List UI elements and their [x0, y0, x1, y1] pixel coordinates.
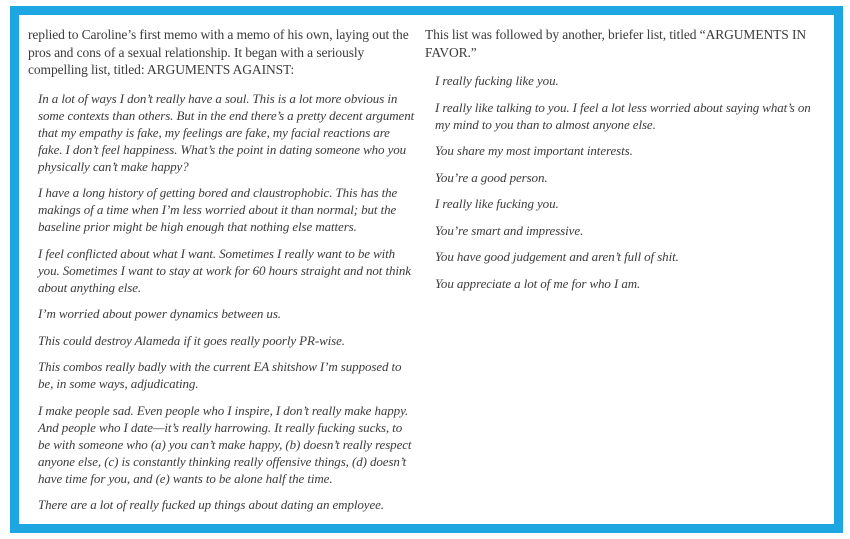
quote-paragraph: In a lot of ways I don’t really have a soul. This is a lot more obvious in some contexts than others. But in the end there’s a pretty decent argument that my empathy is fake, my feelings are fake, my facial reactions are fake. I don’t feel happiness. What’s the point in dating someone who you physically can’t make happy?	[38, 90, 415, 174]
right-column	[425, 26, 820, 516]
left-column	[28, 26, 415, 516]
quote-paragraph: I make people sad. Even people who I inspire, I don’t really make happy. And people who I date—it’s really harrowing. It really fucking sucks, to be with someone who (a) you can’t make happy, (b) doesn’t really respect anyone else, (c) is constantly thinking really offensive things, (d) doesn’t have time for you, and (e) wants to be alone half the time.	[38, 402, 412, 486]
quote-paragraph: I really like fucking you.	[435, 196, 559, 211]
two-column-layout	[28, 26, 820, 516]
quote-paragraph: There are a lot of really fucked up things about dating an employee.	[38, 497, 384, 512]
quote-paragraph: I’m worried about power dynamics between us.	[38, 306, 281, 321]
quote-paragraph: This combos really badly with the current EA shitshow I’m supposed to be, in some ways, adjudicating.	[38, 359, 402, 391]
bordered-frame	[10, 6, 843, 533]
quote-paragraph: You have good judgement and aren’t full of shit.	[435, 249, 679, 264]
left-intro-paragraph: replied to Caroline’s first memo with a memo of his own, laying out the pros and cons of a sexual relationship. It began with a seriously compelling list, titled: ARGUMENTS AGAINST:	[28, 27, 409, 77]
quote-paragraph: You share my most important interests.	[435, 143, 633, 158]
quote-paragraph: You appreciate a lot of me for who I am.	[435, 275, 641, 291]
quote-paragraph: I really like talking to you. I feel a lot less worried about saying what’s on my mind to you than to almost anyone else.	[435, 99, 811, 132]
quote-paragraph: You’re a good person.	[435, 169, 548, 185]
quote-paragraph: You’re smart and impressive.	[435, 222, 584, 238]
quote-paragraph: I have a long history of getting bored and claustrophobic. This has the makings of a time when I’m less worried about it than normal; but the baseline prior might be high enough that nothing else matters.	[38, 185, 398, 234]
quote-paragraph: This could destroy Alameda if it goes really poorly PR-wise.	[38, 332, 345, 348]
quote-paragraph: I feel conflicted about what I want. Sometimes I really want to be with you. Sometimes I want to stay at work for 60 hours straight and not think about anything else.	[38, 245, 411, 295]
right-intro-paragraph: This list was followed by another, briefer list, titled “ARGUMENTS IN FAVOR.”	[425, 27, 806, 60]
quote-paragraph: I really fucking like you.	[435, 73, 559, 88]
